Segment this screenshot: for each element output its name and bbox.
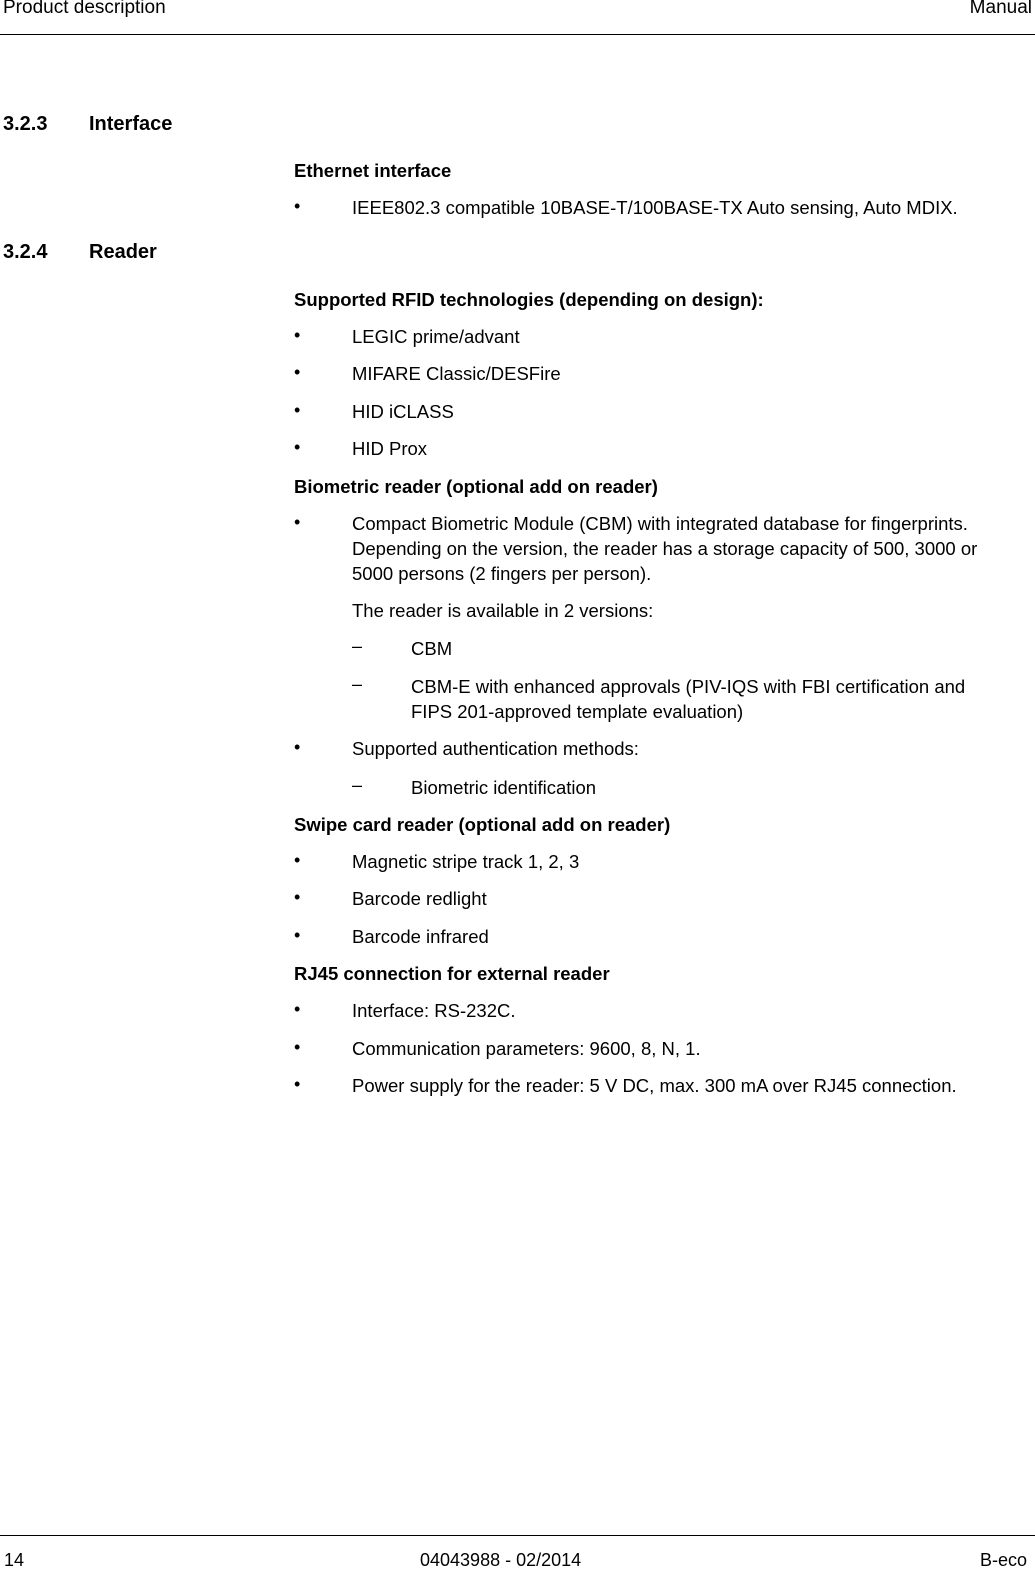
bullet-marker: • xyxy=(294,999,301,1019)
list-item: LEGIC prime/advant xyxy=(352,326,520,347)
dash-marker: – xyxy=(352,775,363,795)
rj45-heading: RJ45 connection for external reader xyxy=(294,963,610,984)
list-item: IEEE802.3 compatible 10BASE-T/100BASE-TX Auto sensing, Auto MDIX. xyxy=(352,197,958,218)
page-number: 14 xyxy=(4,1550,25,1570)
dash-marker: – xyxy=(352,636,363,656)
sub-list-item-line: FIPS 201-approved template evaluation) xyxy=(411,701,744,722)
section-number: 3.2.3 xyxy=(3,113,48,135)
rfid-heading: Supported RFID technologies (depending on design): xyxy=(294,289,764,310)
list-item-line: Depending on the version, the reader has a storage capacity of 500, 3000 or xyxy=(352,538,978,559)
list-item: Communication parameters: 9600, 8, N, 1. xyxy=(352,1038,701,1059)
sub-list-item-line: CBM-E with enhanced approvals (PIV-IQS with FBI certification and xyxy=(411,676,966,697)
document-number: 04043988 - 02/2014 xyxy=(420,1550,582,1570)
versions-intro: The reader is available in 2 versions: xyxy=(352,600,654,621)
bullet-marker: • xyxy=(294,437,301,457)
section-title: Reader xyxy=(89,241,157,263)
bullet-marker: • xyxy=(294,325,301,345)
bullet-marker: • xyxy=(294,512,301,532)
page-footer xyxy=(0,1535,1035,1585)
product-name: B-eco xyxy=(979,1550,1027,1570)
bullet-marker: • xyxy=(294,400,301,420)
list-item: HID Prox xyxy=(352,438,428,459)
list-item: Barcode redlight xyxy=(352,888,487,909)
list-item: Power supply for the reader: 5 V DC, max. 300 mA over RJ45 connection. xyxy=(352,1075,957,1096)
list-item: MIFARE Classic/DESFire xyxy=(352,363,561,384)
section-number: 3.2.4 xyxy=(3,241,48,263)
page-header xyxy=(0,0,1035,35)
section-title: Interface xyxy=(89,113,173,135)
list-item: HID iCLASS xyxy=(352,401,454,422)
list-item-line: 5000 persons (2 fingers per person). xyxy=(352,563,652,584)
list-item: Magnetic stripe track 1, 2, 3 xyxy=(352,851,580,872)
bullet-marker: • xyxy=(294,1074,301,1094)
list-item-line: Compact Biometric Module (CBM) with integrated database for fingerprints. xyxy=(352,513,968,534)
sub-list-item: Biometric identification xyxy=(411,777,597,798)
bullet-marker: • xyxy=(294,925,301,945)
dash-marker: – xyxy=(352,674,363,694)
header-right: Manual xyxy=(969,0,1032,18)
bullet-marker: • xyxy=(294,887,301,907)
bullet-marker: • xyxy=(294,1037,301,1057)
header-left: Product description xyxy=(3,0,166,18)
bullet-marker: • xyxy=(294,362,301,382)
bullet-marker: • xyxy=(294,196,301,216)
list-item: Interface: RS-232C. xyxy=(352,1000,516,1021)
sub-list-item: CBM xyxy=(411,638,453,659)
list-item: Barcode infrared xyxy=(352,926,489,947)
list-item: Supported authentication methods: xyxy=(352,738,639,759)
biometric-heading: Biometric reader (optional add on reader) xyxy=(294,476,658,497)
bullet-marker: • xyxy=(294,850,301,870)
ethernet-heading: Ethernet interface xyxy=(294,160,452,181)
bullet-marker: • xyxy=(294,737,301,757)
swipe-heading: Swipe card reader (optional add on reader) xyxy=(294,814,671,835)
